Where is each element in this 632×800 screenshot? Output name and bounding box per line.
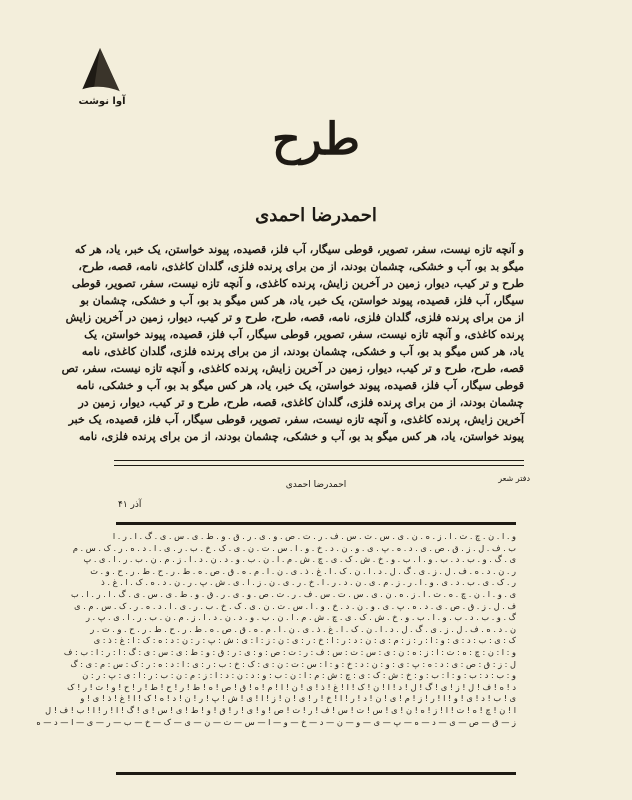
cipher-line: ا ! ن ! چ ! ه ! ت ! ا ! ز ! ه ! ن ! ی ! س ! ت ! س ! ف ! ر ! ت ! ص ! و ! ی ! ر ! ق ! و ! ط ! ی ! س ! ی ! گ ! ا ! ر ! ا ! ب ! ف ! ل (45, 704, 516, 715)
note-author: احمدرضا احمدی (285, 480, 347, 490)
cipher-line: ی . گ . و . ب . د . ب . و . ا . ب . و . خ . ش . ک . ی . چ . ش . م . ا . ن . ب . و . د . ن . د . ا . ز . م . ن . ب . ر . ا . ی . پ (83, 554, 516, 565)
cipher-line: ی . و . ا . ن . چ . ه . ت . ا . ز . ه . ن . ی . س . ت . س . ف . ر . ت . ص . و . ی . ر . ق . و . ط . ی . س . ی . گ . ا . ر . ا . ب (70, 588, 516, 599)
cipher-line: ز — ق — ص — ی — د — ه — پ — ی — و — ن — د — خ — و — ا — س — ت — ن — ی — ک — خ — ب — ر — ی — ا — د — ه (36, 716, 516, 727)
poem-line: سیگار، آب فلز، قصیده، پیوند خواستن، یک خبر، یاد، هر کس میگو بد بو، آب و خشکی، چشمان بو (80, 294, 524, 307)
cipher-line: ر . ن . د . ه . ف . ل . ز . ی . گ . ل . د . ا . ن . ک . ا . غ . ذ . ی . ن . ا . م . ه . ق . ص . ه . ط . ر . ح . ط . ر . ح . و . ت (90, 565, 516, 576)
poem-line: یاد، هر کس میگو بد بو، آب و خشکی، چشمان بودند، از من برای پرنده فلزی، گلدان کاغذی، نامه (81, 345, 524, 358)
cipher-line: ک : ی : ب : د : ی : و : ا : ر : ز : م : ی : ن : د : ر : ا : خ : ر : ی : ن : ز : ا : ی : ش : پ : ر : ن : د : ه : ک : ا : غ : ذ : ی (93, 635, 516, 646)
cipher-line: ف . ل . ز . ق . ص . ی . د . ه . پ . ی . و . ن . د . خ . و . ا . س . ت . ن . ی . ک . خ . ب . ر . ی . ا . د . ه . ر . ک . س . م . ی (74, 600, 516, 611)
poem-line: آخرین زایش، پرنده کاغذی، و آنچه تازه نیست، سفر، تصویر، قوطی سیگار، آب فلز، قصیده، یک خبر (68, 413, 524, 426)
cipher-line: ی ! ب ! د ! ی ! و ! ا ! ر ! ز ! م ! ی ! ن ! د ! ر ! ا ! خ ! ر ! ی ! ن ! ز ! ا ! ی ! ش ! پ ! ر ! ن ! د ! ه ! ک ! ا ! غ ! ذ ! ی ! و (80, 693, 516, 704)
cipher-line: ل : ز : ق : ص : ی : د : ه : پ : ی : و : ن : د : خ : و : ا : س : ت : ن : ی : ک : خ : ب : ر : ی : ا : د : ه : ر : ک : س : م : ی : گ (70, 658, 516, 669)
poem-line: قوطی سیگار، آب فلز، قصیده، پیوند خواستن، یک خبر، یاد، هر کس میگو بد بو، آب و خشکی، نامه (76, 379, 524, 392)
cipher-line: و . ا . ن . چ . ت . ا . ز . ه . ن . ی . س . ت . س . ف . ر . ت . ص . و . ی . ر . ق . و . ط . ی . س . ی . گ . ا . ر . ا (112, 531, 516, 541)
poem-line: پیوند خواستن، یاد، هر کس میگو بد بو، آب و خشکی، چشمان بودند، از من برای پرنده فلزی، نامه (79, 430, 524, 443)
cipher-line: و : ب : د : ب : و : ا : ب : و : خ : ش : ک : ی : چ : ش : م : ا : ن : ب : و : د : ن : د : ا : ز : م : ن : ب : ر : ا : ی : پ : ر : ن (82, 670, 516, 681)
poem-line: از من برای پرنده فلزی، گلدان فلزی، نامه، قصه، طرح، طرح و تر کیب، دیوار، زمین در آخرین زایش (65, 311, 524, 324)
cipher-line: و : ا : ن : چ : ه : ت : ا : ز : ه : ن : ی : س : ت : س : ف : ر : ت : ص : و : ی : ر : ق : و : ط : ی : س : ی : گ : ا : ر : ا : ب : ف (63, 646, 516, 657)
poem-line: میگو بد بو، آب و خشکی، چشمان بودند، از من برای پرنده فلزی، گلدان کاغذی، نامه، قصه، طرح، (78, 260, 524, 273)
poem-line: پرنده کاغذی، و آنچه تازه نیست، سفر، تصویر، قوطی سیگار، آب فلز، قصیده، پیوند خواستن، یک (84, 328, 524, 341)
publisher-name: آوا نوشت (78, 96, 126, 107)
cipher-line: ر . ک . ی . ب . د . ی . و . ا . ر . ز . م . ی . ن . د . ر . ا . خ . ر . ی . ن . ز . ا . ی . ش . پ . ر . ن . د . ه . ک . ا . غ . ذ (101, 577, 516, 588)
cipher-line: ن . د . ه . ف . ل . ز . ی . گ . ل . د . ا . ن . ک . ا . غ . ذ . ی . ن . ا . م . ه . ق . ص . ه . ط . ر . ح . ط . ر . ح . و . ت . ر (90, 623, 516, 634)
cipher-line: گ . و . ب . د . ب . و . ا . ب . و . خ . ش . ک . ی . چ . ش . م . ا . ن . ب . و . د . ن . د . ا . ز . م . ن . ب . ر . ا . ی . پ . ر (85, 612, 516, 623)
poem-body (61, 241, 524, 445)
poem-line: طرح و تر کیب، دیوار، زمین در آخرین زایش، پرنده کاغذی، و آنچه تازه نیست، سفر، تصویر، قوطی (71, 277, 524, 290)
cipher-block (36, 531, 516, 728)
source-note: دفتر شعر (498, 474, 530, 483)
cipher-line: ب . ف . ل . ز . ق . ص . ی . د . ه . پ . ی . و . ن . د . خ . و . ا . س . ت . ن . ی . ک . خ . ب . ر . ی . ا . د . ه . ر . ک . س . م (72, 542, 516, 553)
cipher-top-bar (116, 522, 516, 525)
poem-title: طرح (272, 114, 360, 165)
note-date: آذر ۴۱ (118, 500, 142, 510)
poem-author: احمدرضا احمدی (255, 205, 377, 226)
poem-underline-rule (114, 460, 524, 466)
cipher-line: د ! ه ! ف ! ل ! ز ! ی ! گ ! ل ! د ! ا ! ن ! ک ! ا ! غ ! ذ ! ی ! ن ! ا ! م ! ه ! ق ! ص ! ه ! ط ! ر ! ح ! ط ! ر ! ح ! و ! ت ! ر ! ک (67, 681, 516, 692)
poem-line: چشمان بودند، از من برای پرنده فلزی، گلدان کاغذی، قصه، طرح، طرح و تر کیب، دیوار، زمین در (78, 396, 524, 409)
poem-line: و آنچه تازه نیست، سفر، تصویر، قوطی سیگار، آب فلز، قصیده، پیوند خواستن، یک خبر، یاد، هر که (74, 243, 524, 256)
poem-line: قصه، طرح، طرح و تر کیب، دیوار، زمین در آخرین زایش، پرنده کاغذی، و آنچه تازه نیست، سفر، تص (61, 362, 524, 375)
publisher-logo-icon (70, 44, 130, 104)
cipher-bottom-bar (116, 772, 516, 775)
